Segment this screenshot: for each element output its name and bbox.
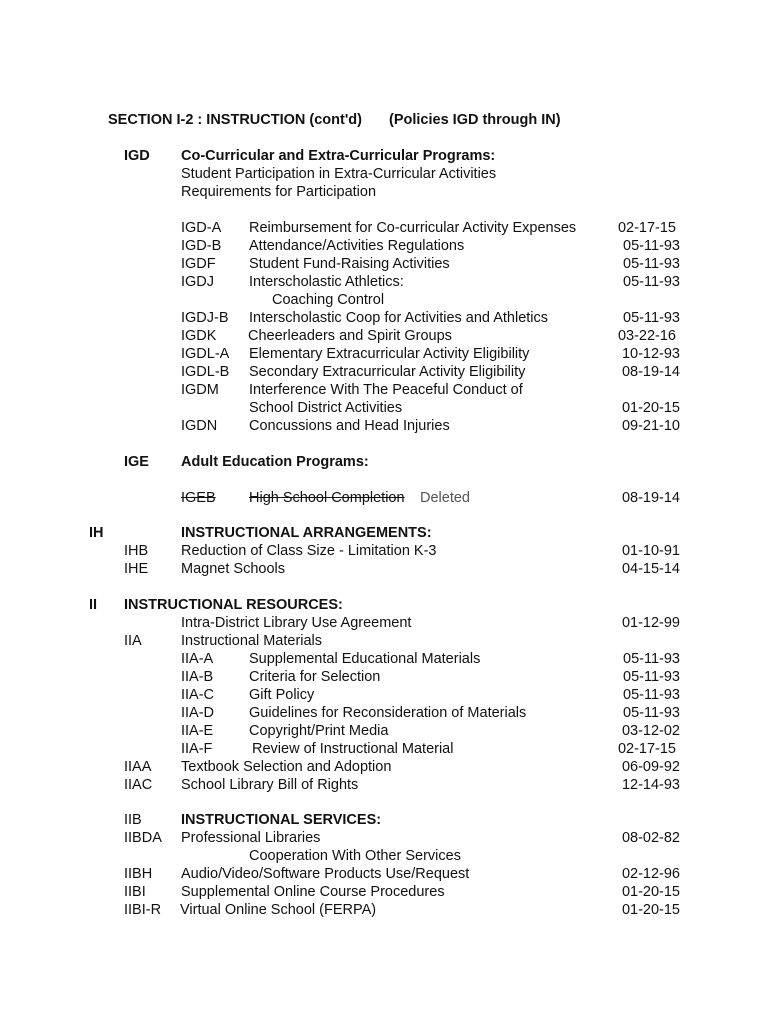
policy-title: Supplemental Educational Materials bbox=[249, 651, 481, 667]
ii-code: II bbox=[89, 597, 98, 613]
policy-code: IGEB bbox=[181, 490, 216, 506]
policy-title: Virtual Online School (FERPA) bbox=[180, 902, 377, 918]
policy-date: 01-10-91 bbox=[621, 543, 680, 559]
policy-title: Secondary Extracurricular Activity Eligibility bbox=[249, 364, 526, 380]
igd-title: Co-Curricular and Extra-Curricular Programs: bbox=[181, 148, 496, 164]
policy-title-cont: Coaching Control bbox=[272, 292, 385, 308]
policy-date: 04-15-14 bbox=[621, 561, 680, 577]
policy-title: Student Fund-Raising Activities bbox=[249, 256, 450, 272]
policy-code: IGDL-B bbox=[181, 364, 230, 380]
policy-code: IIA-B bbox=[181, 669, 214, 685]
policy-title: Attendance/Activities Regulations bbox=[249, 238, 465, 254]
policy-title: Interscholastic Athletics: bbox=[249, 274, 404, 290]
policy-code: IGDF bbox=[181, 256, 216, 272]
policy-title: Reimbursement for Co-curricular Activity Expenses bbox=[249, 220, 577, 236]
policy-code: IGD-B bbox=[181, 238, 222, 254]
policy-title: Textbook Selection and Adoption bbox=[181, 759, 392, 775]
policy-date: 01-20-15 bbox=[621, 400, 680, 416]
deleted-label: Deleted bbox=[420, 490, 470, 506]
policy-code: IGD-A bbox=[181, 220, 222, 236]
policy-code: IIA-F bbox=[181, 741, 213, 757]
policy-title: Interscholastic Coop for Activities and Athletics bbox=[249, 310, 549, 326]
policy-code: IIAA bbox=[124, 759, 152, 775]
policy-date: 12-14-93 bbox=[621, 777, 680, 793]
policy-code: IGDM bbox=[181, 382, 219, 398]
policy-title: Cheerleaders and Spirit Groups bbox=[248, 328, 452, 344]
policy-code: IIBI bbox=[124, 884, 146, 900]
policy-date: 05-11-93 bbox=[623, 310, 680, 326]
policy-code: IIA-D bbox=[181, 705, 215, 721]
policy-title-cont: School District Activities bbox=[249, 400, 403, 416]
policy-code: IIAC bbox=[124, 777, 153, 793]
igd-code: IGD bbox=[124, 148, 150, 164]
policy-date: 05-11-93 bbox=[623, 274, 680, 290]
policy-date: 03-22-16 bbox=[617, 328, 676, 344]
ige-title: Adult Education Programs: bbox=[181, 454, 369, 470]
policy-date: 05-11-93 bbox=[623, 687, 680, 703]
policy-code: IGDJ-B bbox=[181, 310, 229, 326]
policy-date: 06-09-92 bbox=[621, 759, 680, 775]
ii-title: INSTRUCTIONAL RESOURCES: bbox=[124, 597, 343, 613]
policy-title: Magnet Schools bbox=[181, 561, 285, 577]
policy-date: 05-11-93 bbox=[623, 238, 680, 254]
policy-title: Audio/Video/Software Products Use/Request bbox=[181, 866, 470, 882]
policy-code: IIA-E bbox=[181, 723, 214, 739]
policy-date: 01-12-99 bbox=[621, 615, 680, 631]
policy-date: 02-12-96 bbox=[621, 866, 680, 882]
policy-title: Gift Policy bbox=[249, 687, 315, 703]
policy-title: Intra-District Library Use Agreement bbox=[181, 615, 412, 631]
policy-title: Guidelines for Reconsideration of Materials bbox=[249, 705, 527, 721]
policy-code: IGDJ bbox=[181, 274, 215, 290]
policy-code: IIA bbox=[124, 633, 142, 649]
policy-date: 08-19-14 bbox=[621, 490, 680, 506]
policy-code: IIBH bbox=[124, 866, 153, 882]
policy-code: IIA-C bbox=[181, 687, 215, 703]
policy-title: Review of Instructional Material bbox=[252, 741, 454, 757]
ige-code: IGE bbox=[124, 454, 149, 470]
policy-title: Copyright/Print Media bbox=[249, 723, 389, 739]
ih-title: INSTRUCTIONAL ARRANGEMENTS: bbox=[181, 525, 432, 541]
policy-date: 10-12-93 bbox=[621, 346, 680, 362]
policy-date: 05-11-93 bbox=[623, 651, 680, 667]
policy-date: 05-11-93 bbox=[623, 256, 680, 272]
policy-code: IHE bbox=[124, 561, 149, 577]
policy-date: 01-20-15 bbox=[621, 902, 680, 918]
policy-title: Reduction of Class Size - Limitation K-3 bbox=[181, 543, 437, 559]
policy-title: Criteria for Selection bbox=[249, 669, 381, 685]
policy-title: Supplemental Online Course Procedures bbox=[181, 884, 445, 900]
section-title: SECTION I-2 : INSTRUCTION (cont'd) bbox=[108, 112, 362, 128]
policy-title: Instructional Materials bbox=[181, 633, 323, 649]
policy-title-cont: Cooperation With Other Services bbox=[249, 848, 461, 864]
policy-date: 02-17-15 bbox=[617, 741, 676, 757]
policy-code: IHB bbox=[124, 543, 149, 559]
policy-title: School Library Bill of Rights bbox=[181, 777, 359, 793]
policies-range: (Policies IGD through IN) bbox=[389, 112, 561, 128]
policy-title: Elementary Extracurricular Activity Eligibility bbox=[249, 346, 530, 362]
iib-title: INSTRUCTIONAL SERVICES: bbox=[181, 812, 382, 828]
policy-title: Professional Libraries bbox=[181, 830, 321, 846]
policy-code: IIA-A bbox=[181, 651, 214, 667]
policy-date: 09-21-10 bbox=[621, 418, 680, 434]
ih-code: IH bbox=[89, 525, 104, 541]
policy-title: Interference With The Peaceful Conduct of bbox=[249, 382, 523, 398]
igd-subtitle-1: Student Participation in Extra-Curricular Activities bbox=[181, 166, 497, 182]
policy-date: 02-17-15 bbox=[617, 220, 676, 236]
policy-date: 05-11-93 bbox=[623, 669, 680, 685]
iib-code: IIB bbox=[124, 812, 142, 828]
policy-date: 08-19-14 bbox=[621, 364, 680, 380]
policy-date: 08-02-82 bbox=[621, 830, 680, 846]
policy-code: IIBI-R bbox=[124, 902, 162, 918]
policy-title: Concussions and Head Injuries bbox=[249, 418, 450, 434]
policy-date: 05-11-93 bbox=[623, 705, 680, 721]
policy-code: IIBDA bbox=[124, 830, 162, 846]
policy-code: IGDN bbox=[181, 418, 218, 434]
policy-code: IGDL-A bbox=[181, 346, 230, 362]
policy-date: 03-12-02 bbox=[621, 723, 680, 739]
policy-date: 01-20-15 bbox=[621, 884, 680, 900]
igd-subtitle-2: Requirements for Participation bbox=[181, 184, 377, 200]
policy-title: High School Completion bbox=[249, 490, 405, 506]
policy-code: IGDK bbox=[181, 328, 217, 344]
